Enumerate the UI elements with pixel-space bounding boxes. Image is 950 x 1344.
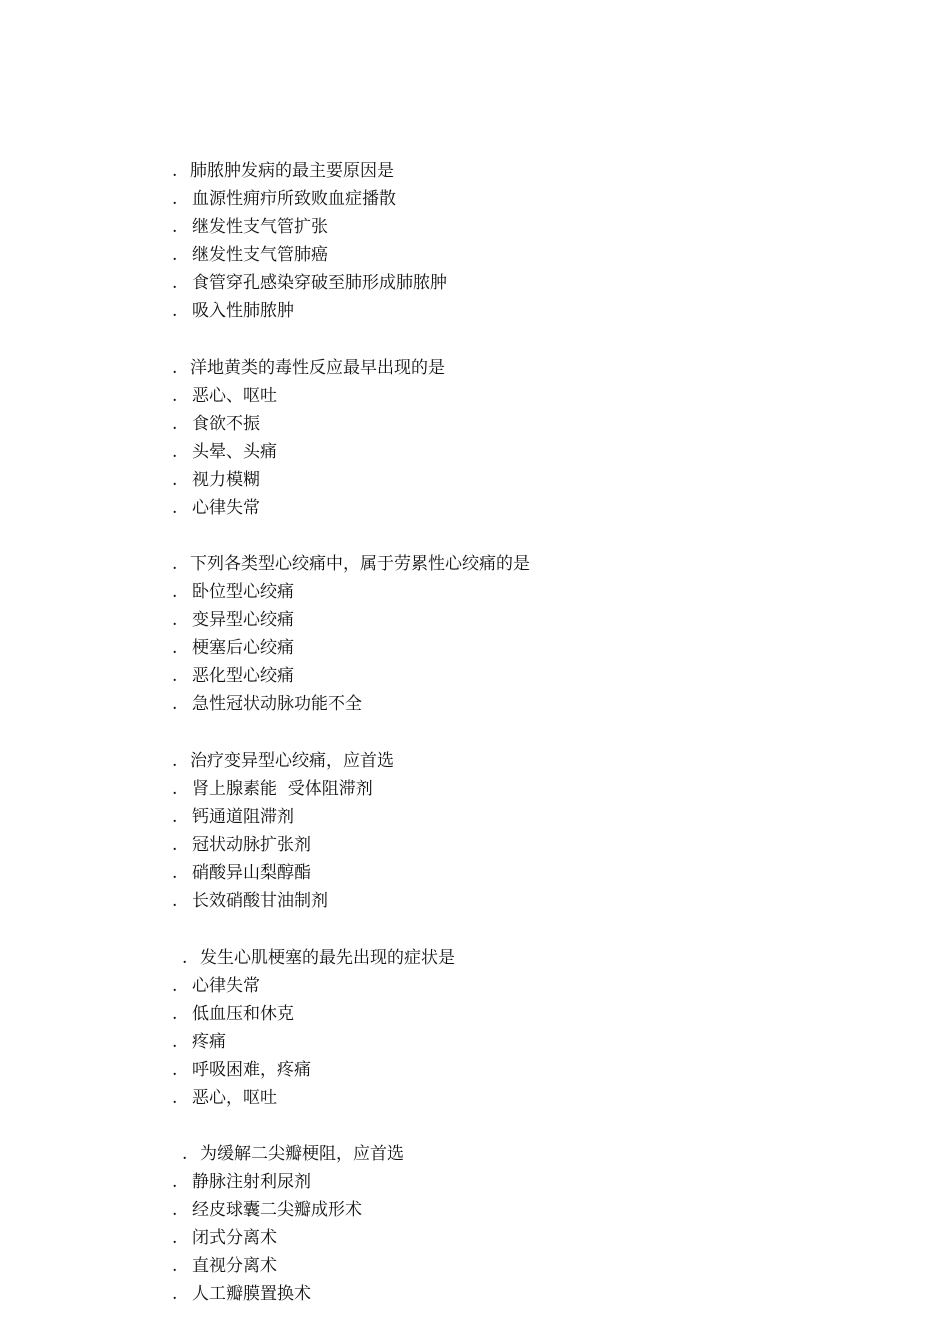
bullet-dot: .	[172, 976, 178, 996]
bullet-dot: .	[172, 217, 178, 237]
option-text: 血源性痈疖所致败血症播散	[192, 189, 396, 209]
option-text: 恶心，呕吐	[192, 1088, 277, 1108]
option	[172, 972, 872, 1000]
question-stem-text: 发生心肌梗塞的最先出现的症状是	[200, 948, 455, 968]
question-stem	[172, 157, 872, 185]
bullet-dot: .	[172, 358, 178, 378]
option	[172, 606, 872, 634]
bullet-dot: .	[172, 1200, 178, 1220]
option-text: 恶化型心绞痛	[192, 666, 294, 686]
bullet-dot: .	[172, 161, 178, 181]
bullet-dot: .	[172, 779, 178, 799]
bullet-dot: .	[172, 386, 178, 406]
question-6	[172, 1140, 872, 1308]
option	[172, 185, 872, 213]
bullet-dot: .	[172, 751, 178, 771]
option	[172, 1028, 872, 1056]
bullet-dot: .	[182, 948, 188, 968]
option-text: 卧位型心绞痛	[192, 582, 294, 602]
question-stem-text: 治疗变异型心绞痛，应首选	[190, 751, 394, 771]
bullet-dot: .	[172, 582, 178, 602]
bullet-dot: .	[182, 1144, 188, 1164]
option	[172, 241, 872, 269]
bullet-dot: .	[172, 414, 178, 434]
option	[172, 466, 872, 494]
option-text: 肾上腺素能 受体阻滞剂	[192, 779, 373, 799]
question-stem-text: 洋地黄类的毒性反应最早出现的是	[190, 358, 445, 378]
bullet-dot: .	[172, 694, 178, 714]
option-text: 头晕、头痛	[192, 442, 277, 462]
bullet-dot: .	[172, 1256, 178, 1276]
bullet-dot: .	[172, 1172, 178, 1192]
option-text: 钙通道阻滞剂	[192, 807, 294, 827]
question-stem	[172, 1140, 872, 1168]
question-2	[172, 354, 872, 522]
option-text: 吸入性肺脓肿	[192, 301, 294, 321]
option-text: 继发性支气管肺癌	[192, 245, 328, 265]
option	[172, 634, 872, 662]
option	[172, 803, 872, 831]
option	[172, 494, 872, 522]
option-text: 恶心、呕吐	[192, 386, 277, 406]
bullet-dot: .	[172, 666, 178, 686]
bullet-dot: .	[172, 1060, 178, 1080]
bullet-dot: .	[172, 554, 178, 574]
question-5	[172, 944, 872, 1112]
question-1	[172, 157, 872, 325]
option-text: 硝酸异山梨醇酯	[192, 863, 311, 883]
question-stem-text: 肺脓肿发病的最主要原因是	[190, 161, 394, 181]
option	[172, 382, 872, 410]
option	[172, 410, 872, 438]
question-stem	[172, 944, 872, 972]
option-text: 静脉注射利尿剂	[192, 1172, 311, 1192]
bullet-dot: .	[172, 442, 178, 462]
question-4	[172, 747, 872, 915]
option-text: 长效硝酸甘油制剂	[192, 891, 328, 911]
bullet-dot: .	[172, 1088, 178, 1108]
option	[172, 1168, 872, 1196]
option	[172, 1084, 872, 1112]
option	[172, 775, 872, 803]
option	[172, 1196, 872, 1224]
bullet-dot: .	[172, 1004, 178, 1024]
option-text: 闭式分离术	[192, 1228, 277, 1248]
option-text: 食管穿孔感染穿破至肺形成肺脓肿	[192, 273, 447, 293]
option	[172, 297, 872, 325]
option-text: 视力模糊	[192, 470, 260, 490]
option	[172, 1252, 872, 1280]
bullet-dot: .	[172, 301, 178, 321]
bullet-dot: .	[172, 610, 178, 630]
question-stem	[172, 747, 872, 775]
option-text: 经皮球囊二尖瓣成形术	[192, 1200, 362, 1220]
option	[172, 1280, 872, 1308]
option-text: 冠状动脉扩张剂	[192, 835, 311, 855]
option	[172, 1056, 872, 1084]
option	[172, 887, 872, 915]
bullet-dot: .	[172, 1032, 178, 1052]
option-text: 直视分离术	[192, 1256, 277, 1276]
bullet-dot: .	[172, 1228, 178, 1248]
option-text: 呼吸困难，疼痛	[192, 1060, 311, 1080]
bullet-dot: .	[172, 638, 178, 658]
option-text: 食欲不振	[192, 414, 260, 434]
option-text: 低血压和休克	[192, 1004, 294, 1024]
option	[172, 578, 872, 606]
option-text: 疼痛	[192, 1032, 226, 1052]
bullet-dot: .	[172, 1284, 178, 1304]
option	[172, 213, 872, 241]
option-text: 人工瓣膜置换术	[192, 1284, 311, 1304]
bullet-dot: .	[172, 273, 178, 293]
bullet-dot: .	[172, 470, 178, 490]
option	[172, 1224, 872, 1252]
option-text: 心律失常	[192, 498, 260, 518]
option	[172, 438, 872, 466]
option	[172, 690, 872, 718]
bullet-dot: .	[172, 498, 178, 518]
bullet-dot: .	[172, 189, 178, 209]
option	[172, 859, 872, 887]
bullet-dot: .	[172, 245, 178, 265]
option-text: 变异型心绞痛	[192, 610, 294, 630]
question-stem-text: 下列各类型心绞痛中，属于劳累性心绞痛的是	[190, 554, 530, 574]
option	[172, 269, 872, 297]
bullet-dot: .	[172, 807, 178, 827]
question-stem	[172, 354, 872, 382]
option-text: 急性冠状动脉功能不全	[192, 694, 362, 714]
option	[172, 662, 872, 690]
question-stem	[172, 550, 872, 578]
option-text: 继发性支气管扩张	[192, 217, 328, 237]
option-text: 梗塞后心绞痛	[192, 638, 294, 658]
option	[172, 1000, 872, 1028]
question-3	[172, 550, 872, 718]
bullet-dot: .	[172, 891, 178, 911]
bullet-dot: .	[172, 863, 178, 883]
bullet-dot: .	[172, 835, 178, 855]
option-text: 心律失常	[192, 976, 260, 996]
option	[172, 831, 872, 859]
question-stem-text: 为缓解二尖瓣梗阻，应首选	[200, 1144, 404, 1164]
